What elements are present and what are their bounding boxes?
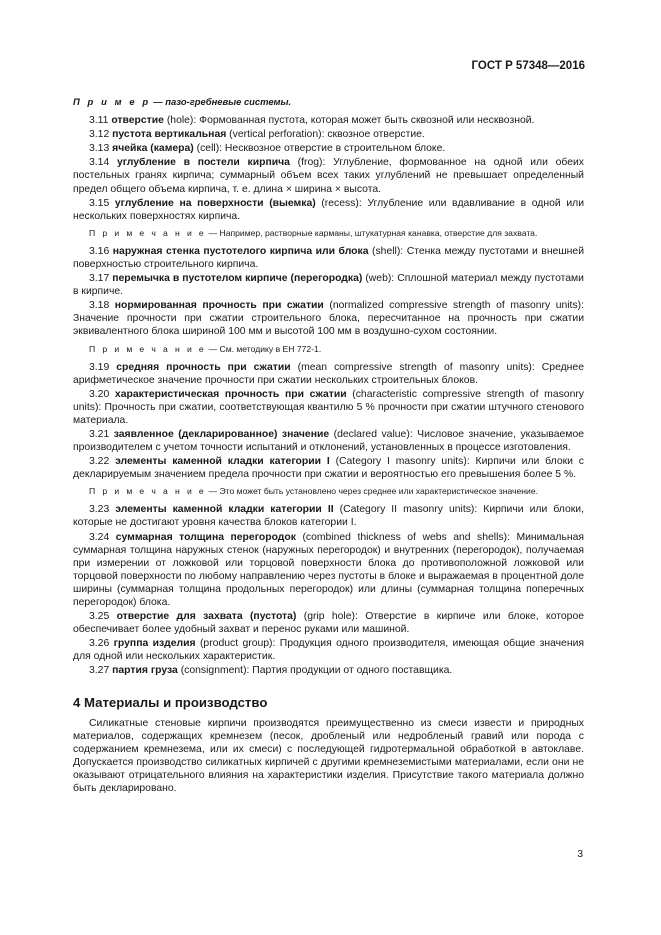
term-name: пустота вертикальная xyxy=(112,129,227,141)
term-name: углубление на поверхности (выемка) xyxy=(114,197,316,209)
term-3-24 xyxy=(73,531,584,610)
document-body xyxy=(73,95,584,796)
term-name: элементы каменной кладки категории II xyxy=(115,504,334,516)
term-number: 3.24 xyxy=(89,531,110,543)
term-number: 3.20 xyxy=(89,388,110,400)
standard-designation: ГОСТ Р 57348—2016 xyxy=(471,60,585,72)
example-line xyxy=(73,95,584,108)
term-3-11 xyxy=(73,114,584,127)
section-heading: 4 Материалы и производство xyxy=(73,694,268,710)
page-number: 3 xyxy=(577,849,583,860)
term-number: 3.19 xyxy=(89,361,110,373)
note-label: П р и м е ч а н и е xyxy=(89,343,207,354)
term-definition: (hole): Формованная пустота, которая может быть сквозной или несквозной. xyxy=(163,115,535,127)
term-name: заявленное (декларированное) значение xyxy=(113,428,330,440)
term-number: 3.16 xyxy=(89,245,110,257)
term-3-27 xyxy=(73,664,584,677)
term-3-26 xyxy=(73,637,584,663)
term-name: отверстие для захвата (пустота) xyxy=(116,611,297,623)
term-name: средняя прочность при сжатии xyxy=(116,361,291,373)
term-3-22 xyxy=(73,455,584,481)
term-number: 3.12 xyxy=(89,129,110,141)
term-definition: (consignment): Партия продукции от одного поставщика. xyxy=(177,665,453,677)
term-name: перемычка в пустотелом кирпиче (перегородка) xyxy=(112,273,363,285)
term-definition: (grip hole): Отверстие в кирпиче или блоке, которое обеспечивает более удобный захват и перенос руками или машиной. xyxy=(73,611,584,636)
term-name: наружная стенка пустотелого кирпича или блока xyxy=(112,245,369,257)
term-definition: (Category I masonry units): Кирпичи или блоки с декларируемым значением предела прочности при сжатии и вероятностью его превышения более 5 %. xyxy=(73,456,585,481)
term-3-20 xyxy=(73,388,584,427)
term-number: 3.22 xyxy=(89,456,110,468)
note-text: — См. методику в ЕН 772-1. xyxy=(206,343,322,354)
note-text: — Например, растворные карманы, штукатурная канавка, отверстие для захвата. xyxy=(206,227,538,238)
term-3-21 xyxy=(73,428,584,454)
note-label: П р и м е ч а н и е xyxy=(89,227,207,238)
term-3-13 xyxy=(73,142,584,155)
term-definition: (frog): Углубление, формованное на одной или обеих постельных гранях кирпича; суммарный объем всех таких углублений не превышает определенный предел общего объема кирпича, т. е. длина × ширина × высота. xyxy=(73,157,584,195)
note-text: — Это может быть установлено через среднее или характеристическое значение. xyxy=(206,486,539,497)
term-number: 3.26 xyxy=(89,638,110,650)
term-definition: (shell): Стенка между пустотами и внешней поверхностью строительного кирпича. xyxy=(73,245,584,270)
term-definition: (recess): Углубление или вдавливание в одной или нескольких поверхностях кирпича. xyxy=(73,197,585,222)
term-name: нормированная прочность при сжатии xyxy=(114,300,324,312)
term-name: суммарная толщина перегородок xyxy=(115,531,296,543)
note-3 xyxy=(73,485,584,497)
note-1 xyxy=(73,227,584,239)
term-number: 3.13 xyxy=(89,143,110,155)
term-definition: (declared value): Числовое значение, указываемое производителем с учетом точности испытаний и отклонений, установленных в процессе изготовления. xyxy=(73,428,585,454)
term-number: 3.25 xyxy=(89,611,110,623)
term-name: характеристическая прочность при сжатии xyxy=(114,388,347,400)
example-label: П р и м е р xyxy=(73,96,151,107)
term-definition: (combined thickness of webs and shells): Минимальная суммарная толщина наружных стенок (наружных перегородок) и внутренних (перегородок), получаемая при измерении от ложковой или торцовой поверхности блока до противоположной ложковой или торцовой поверхности по любому направлению через пустоты в блоке и выражаемая в процентной доле ширины (суммарная толщина продольных перегородок) или длины (суммарная толщина поперечных перегородок) блока. xyxy=(73,531,585,608)
term-number: 3.23 xyxy=(89,504,110,516)
term-definition: (web): Сплошной материал между пустотами в кирпиче. xyxy=(73,273,584,298)
term-3-12 xyxy=(73,128,584,141)
term-3-14 xyxy=(73,156,584,195)
note-2 xyxy=(73,343,584,355)
term-definition: (normalized compressive strength of masonry units): Значение прочности при сжатии строительного блока, пересчитанное на прочность при сжатии эквивалентного блока шириной 100 мм и высотой 100 мм в воздушно-сухом состоянии. xyxy=(73,300,584,338)
term-number: 3.18 xyxy=(89,300,110,312)
term-3-19 xyxy=(73,361,584,387)
term-3-17 xyxy=(73,272,584,298)
term-definition: (product group): Продукция одного производителя, имеющая общие значения для одной или нескольких характеристик. xyxy=(73,638,584,663)
term-3-23 xyxy=(73,503,584,529)
example-text: — пазо-гребневые системы. xyxy=(150,96,292,107)
term-number: 3.15 xyxy=(89,197,110,209)
term-name: ячейка (камера) xyxy=(112,143,194,155)
section-paragraph: Силикатные стеновые кирпичи производятся преимущественно из смеси извести и природных материалов, содержащих кремнезем (песок, дробленый или недробленый гравий или порода с содержанием кремнезема, или их смеси) с последующей гидротермальной обработкой в автоклаве. Допускается производство силикатных кирпичей с другими кремнеземистыми материалами, если они не оказывают отрицательного влияния на характеристики изделия. Присутствие такого материала должно быть декларировано. xyxy=(73,717,584,795)
note-label: П р и м е ч а н и е xyxy=(89,486,207,497)
term-definition: (vertical perforation): сквозное отверстие. xyxy=(226,129,425,141)
term-3-25 xyxy=(73,610,584,636)
term-name: углубление в постели кирпича xyxy=(116,157,290,169)
term-number: 3.17 xyxy=(89,273,110,285)
term-3-18 xyxy=(73,299,584,338)
term-definition: (mean compressive strength of masonry units): Среднее арифметическое значение прочности при сжатии нескольких строительных блоков. xyxy=(73,361,584,386)
term-number: 3.11 xyxy=(89,115,109,127)
term-number: 3.27 xyxy=(89,665,110,677)
term-number: 3.21 xyxy=(89,428,110,440)
term-definition: (cell): Несквозное отверстие в строительном блоке. xyxy=(193,143,446,155)
term-name: отверстие xyxy=(111,115,164,127)
term-3-15 xyxy=(73,197,584,223)
term-definition: (characteristic compressive strength of masonry units): Прочность при сжатии, соответствующая квантилю 5 % прочности при сжатии штучного стенового материала. xyxy=(73,388,585,426)
term-name: партия груза xyxy=(112,665,178,677)
term-number: 3.14 xyxy=(89,157,110,169)
term-definition: (Category II masonry units): Кирпичи или блоки, которые не достигают уровня качества блоков категории I. xyxy=(73,504,584,529)
term-name: группа изделия xyxy=(113,638,196,650)
term-3-16 xyxy=(73,245,584,271)
term-name: элементы каменной кладки категории I xyxy=(115,456,330,468)
